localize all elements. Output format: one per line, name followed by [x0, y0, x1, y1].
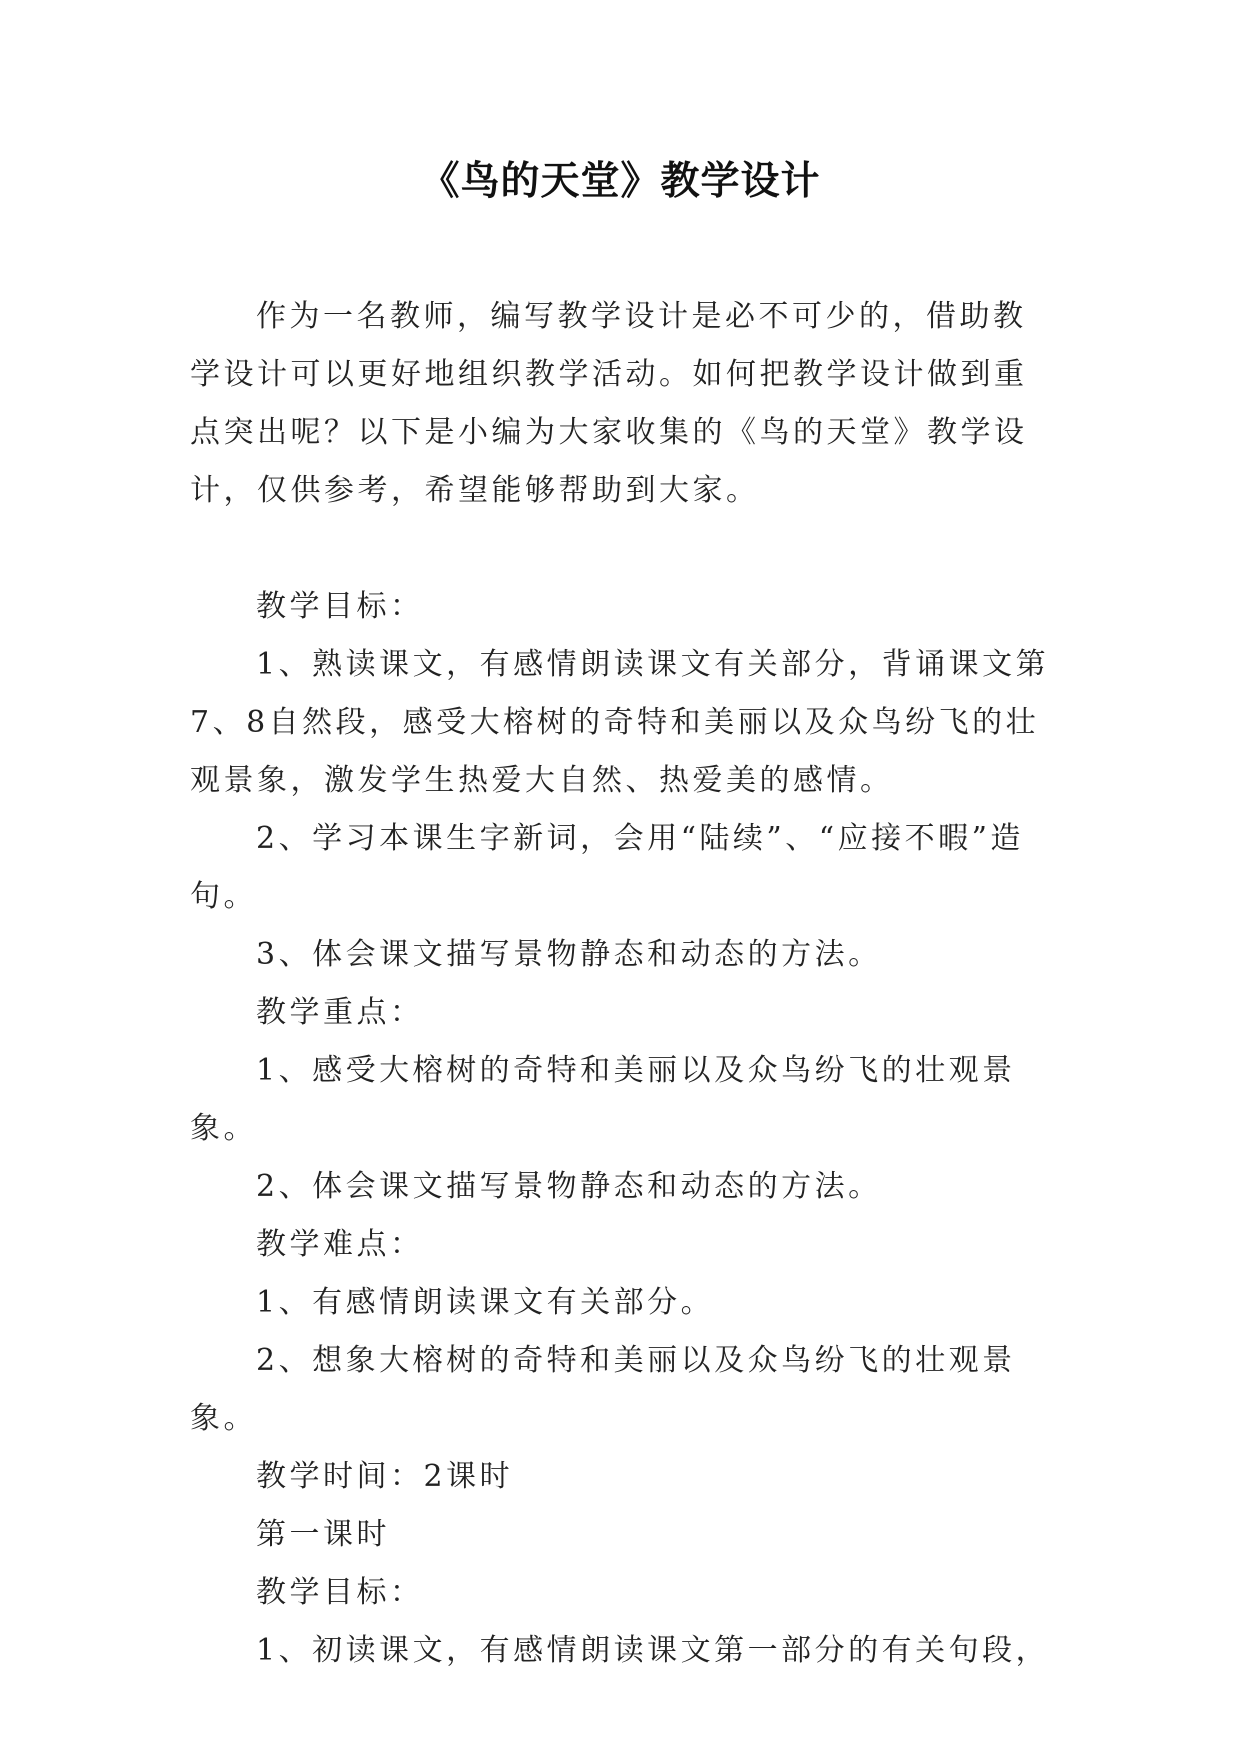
paragraph-spacer	[190, 520, 1050, 578]
objective-item-1: 1、熟读课文，有感情朗读课文有关部分，背诵课文第7、8自然段，感受大榕树的奇特和美丽以及众鸟纷飞的壮观景象，激发学生热爱大自然、热爱美的感情。	[190, 647, 1050, 798]
intro-paragraph: 作为一名教师，编写教学设计是必不可少的，借助教学设计可以更好地组织教学活动。如何把教学设计做到重点突出呢？以下是小编为大家收集的《鸟的天堂》教学设计，仅供参考，希望能够帮助到大家。	[190, 299, 1028, 508]
key-point-item-2: 2、体会课文描写景物静态和动态的方法。	[256, 1169, 882, 1204]
lesson-objectives-heading: 教学目标：	[256, 1575, 424, 1610]
document-title: 《鸟的天堂》教学设计	[420, 159, 821, 204]
difficulty-item-2: 2、想象大榕树的奇特和美丽以及众鸟纷飞的壮观景象。	[190, 1343, 1016, 1436]
lesson-heading: 第一课时	[256, 1517, 390, 1552]
objective-item-3: 3、体会课文描写景物静态和动态的方法。	[256, 937, 882, 972]
section-heading-key-points: 教学重点：	[256, 995, 424, 1030]
lesson-objective-item-1: 1、初读课文，有感情朗读课文第一部分的有关句段，	[256, 1633, 1050, 1668]
objective-item-2: 2、学习本课生字新词，会用“陆续”、“应接不暇”造句。	[190, 821, 1024, 914]
section-heading-difficulties: 教学难点：	[256, 1227, 424, 1262]
document-body	[190, 288, 1050, 1680]
section-heading-objectives: 教学目标：	[256, 589, 424, 624]
teaching-time: 教学时间：2课时	[256, 1459, 514, 1494]
difficulty-item-1: 1、有感情朗读课文有关部分。	[256, 1285, 715, 1320]
key-point-item-1: 1、感受大榕树的奇特和美丽以及众鸟纷飞的壮观景象。	[190, 1053, 1016, 1146]
